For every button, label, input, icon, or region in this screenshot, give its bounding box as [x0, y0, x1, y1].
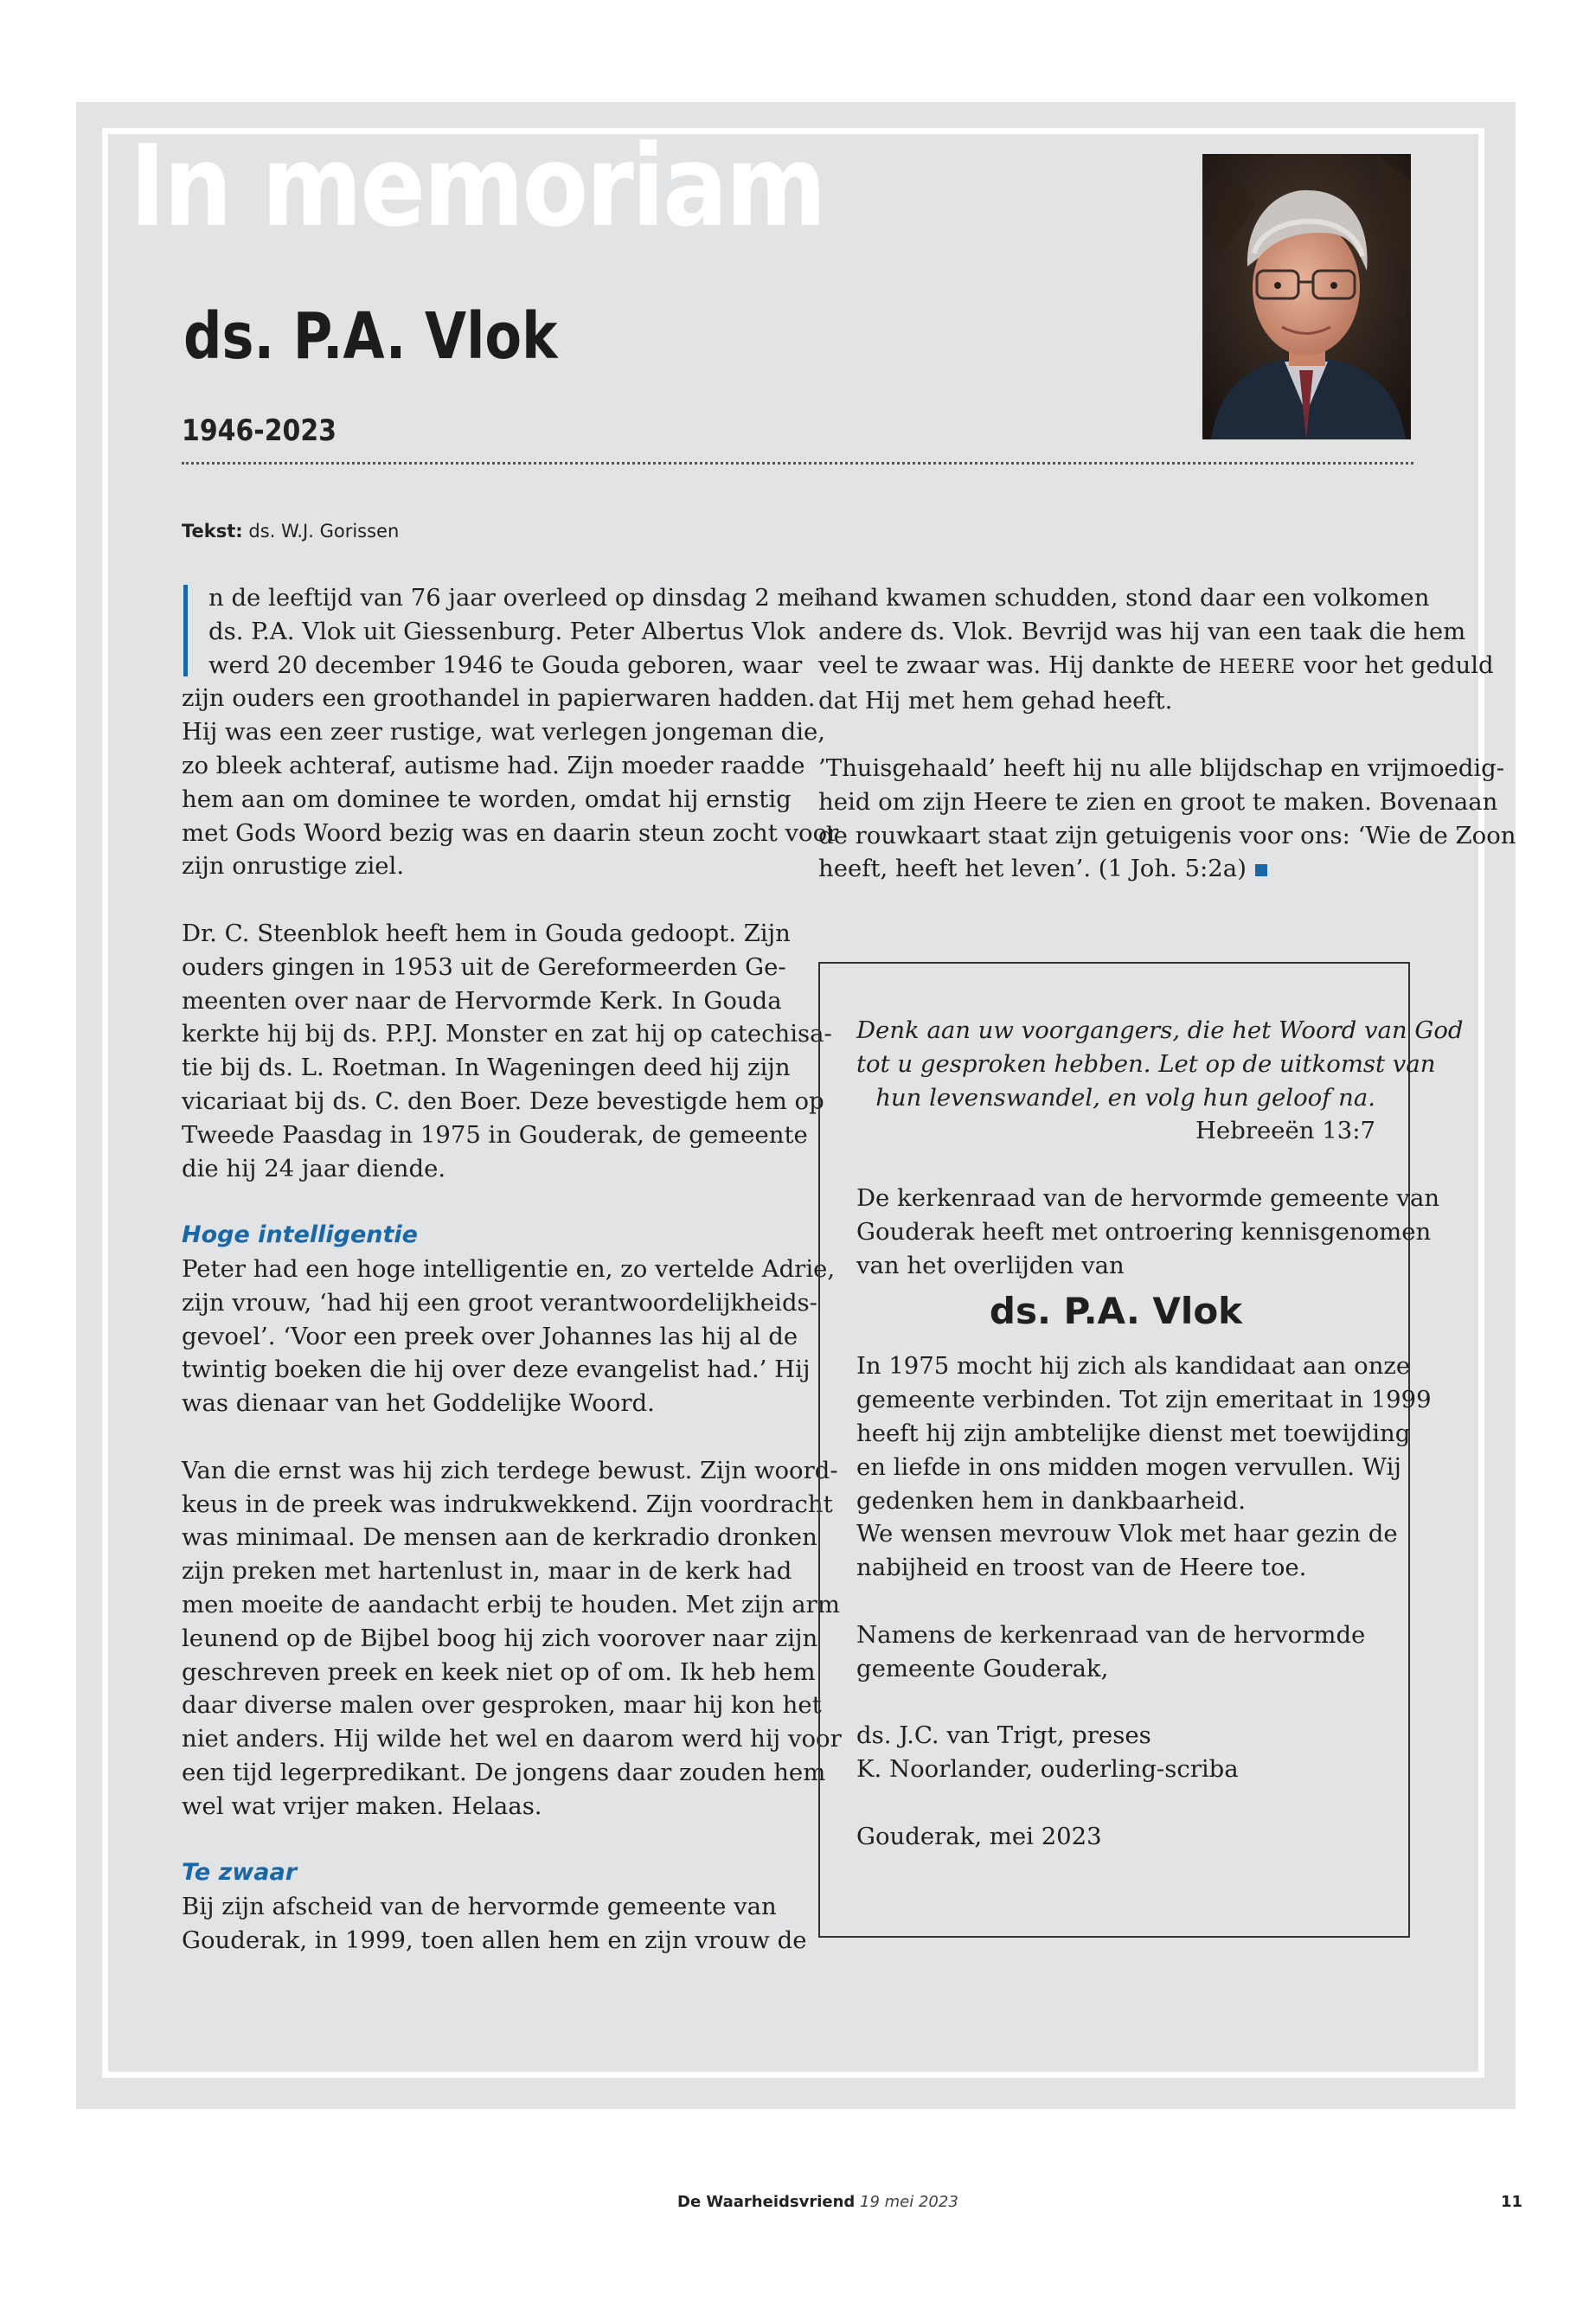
byline-label: Tekst:	[182, 521, 243, 542]
paragraph-line: n de leeftijd van 76 jaar overleed op dinsdag 2 mei	[208, 584, 822, 612]
notice-deceased-name: ds. P.A. Vlok	[989, 1290, 1243, 1333]
bible-quote	[856, 1014, 1464, 1148]
paragraph-line: Peter had een hoge intelligentie en, zo vertelde Adrie,	[182, 1254, 836, 1283]
subheading-hoge-intelligentie: Hoge intelligentie	[182, 1221, 418, 1249]
portrait-photo	[1202, 154, 1411, 439]
paragraph-line: met Gods Woord bezig was en daarin steun zocht voor	[182, 818, 839, 847]
signatory: ds. J.C. van Trigt, preses	[856, 1721, 1151, 1750]
paragraph-line: gevoel’. ‘Voor een preek over Johannes las hij al de	[182, 1322, 798, 1350]
paragraph-line: een tijd legerpredikant. De jongens daar zouden hem	[182, 1758, 826, 1786]
quote-line: hun levenswandel, en volg hun geloof na.	[875, 1083, 1375, 1112]
quote-line: Denk aan uw voorgangers, die het Woord van God	[856, 1016, 1464, 1044]
page-title: ds. P.A. Vlok	[183, 299, 558, 374]
notice-line: Gouderak heeft met ontroering kennisgenomen	[856, 1217, 1432, 1246]
magazine-name: De Waarheidsvriend	[677, 2193, 856, 2211]
notice-line: van het overlijden van	[856, 1251, 1125, 1279]
paragraph-line: Van die ernst was hij zich terdege bewust. Zijn woord-	[182, 1456, 838, 1484]
paragraph-line: keus in de preek was indrukwekkend. Zijn voordracht	[182, 1490, 833, 1518]
paragraph-line: meenten over naar de Hervormde Kerk. In Gouda	[182, 986, 782, 1015]
paragraph-line: Hij was een zeer rustige, wat verlegen jongeman die,	[182, 718, 826, 747]
footer-publication	[677, 2193, 958, 2211]
paragraph-line: werd 20 december 1946 te Gouda geboren, waar	[208, 651, 803, 679]
condolence-notice	[818, 962, 1464, 1938]
paragraph-line: heid om zijn Heere te zien en groot te maken. Bovenaan	[818, 787, 1498, 816]
notice-line: gemeente Gouderak,	[856, 1654, 1109, 1682]
paragraph-line: zijn vrouw, ‘had hij een groot verantwoordelijkheids-	[182, 1288, 817, 1317]
notice-line: Namens de kerkenraad van de hervormde	[856, 1620, 1366, 1649]
paragraph-line: zijn ouders een groothandel in papierwaren hadden.	[182, 684, 816, 713]
paragraph-line: hem aan om dominee te worden, omdat hij ernstig	[182, 785, 792, 813]
paragraph-line: Bij zijn afscheid van de hervormde gemeente van	[182, 1893, 777, 1921]
paragraph-line: geschreven preek en keek niet op of om. Ik heb hem	[182, 1657, 816, 1686]
paragraph-line: kerkte hij bij ds. P.P.J. Monster en zat hij op catechisa-	[182, 1020, 832, 1048]
notice-line: We wensen mevrouw Vlok met haar gezin de	[856, 1520, 1398, 1548]
paragraph-line: niet anders. Hij wilde het wel en daarom werd hij voor	[182, 1725, 842, 1753]
text-run: heeft, heeft het leven’. (1 Joh. 5:2a)	[818, 855, 1247, 883]
paragraph-line: zo bleek achteraf, autisme had. Zijn moeder raadde	[182, 751, 805, 779]
paragraph-line: tie bij ds. L. Roetman. In Wageningen deed hij zijn	[182, 1054, 791, 1082]
paragraph-line	[818, 852, 1415, 886]
drop-cap-initial	[183, 585, 188, 676]
byline	[182, 521, 399, 542]
paragraph-line: leunend op de Bijbel boog hij zich voorover naar zijn	[182, 1624, 818, 1652]
notice-line: nabijheid en troost van de Heere toe.	[856, 1554, 1307, 1582]
paragraph-line: hand kwamen schudden, stond daar een volkomen	[818, 584, 1430, 612]
divider-dotted	[182, 462, 1413, 465]
issue-date: 19 mei 2023	[860, 2193, 958, 2211]
paragraph-line: ’Thuisgehaald’ heeft hij nu alle blijdschap en vrijmoedig-	[818, 753, 1505, 782]
paragraph-line: dat Hij met hem gehad heeft.	[818, 687, 1173, 715]
signatory: K. Noorlander, ouderling-scriba	[856, 1754, 1239, 1783]
paragraph-line: twintig boeken die hij over deze evangelist had.’ Hij	[182, 1356, 811, 1384]
notice-line: en liefde in ons midden mogen vervullen. Wij	[856, 1452, 1401, 1481]
paragraph-line: ouders gingen in 1953 uit de Gereformeerden Ge-	[182, 952, 786, 981]
paragraph-line: wel wat vrijer maken. Helaas.	[182, 1791, 542, 1820]
paragraph-line: zijn onrustige ziel.	[182, 852, 405, 881]
paragraph-line: die hij 24 jaar diende.	[182, 1154, 446, 1183]
paragraph-line: daar diverse malen over gesproken, maar hij kon het	[182, 1691, 822, 1720]
notice-line: De kerkenraad van de hervormde gemeente van	[856, 1183, 1440, 1212]
notice-line: heeft hij zijn ambtelijke dienst met toewijding	[856, 1419, 1411, 1447]
paragraph-line: Gouderak, in 1999, toen allen hem en zijn vrouw de	[182, 1926, 807, 1954]
life-years: 1946-2023	[182, 413, 337, 448]
paragraph-line: andere ds. Vlok. Bevrijd was hij van een taak die hem	[818, 617, 1466, 645]
article-column-left	[182, 581, 842, 1958]
heere-small-caps: HEERE	[1219, 656, 1296, 678]
paragraph-line: men moeite de aandacht erbij te houden. Met zijn arm	[182, 1590, 840, 1618]
paragraph-line: vicariaat bij ds. C. den Boer. Deze bevestigde hem op	[182, 1086, 824, 1115]
notice-line: gedenken hem in dankbaarheid.	[856, 1486, 1246, 1515]
notice-line: In 1975 mocht hij zich als kandidaat aan onze	[856, 1352, 1411, 1381]
page-number: 11	[1501, 2193, 1523, 2211]
paragraph-line	[818, 649, 1494, 685]
paragraph-line: de rouwkaart staat zijn getuigenis voor ons: ‘Wie de Zoon	[818, 821, 1516, 849]
paragraph-line: was minimaal. De mensen aan de kerkradio dronken	[182, 1523, 817, 1552]
text-run: veel te zwaar was. Hij dankte de	[818, 651, 1212, 679]
article-column-right	[818, 581, 1516, 886]
quote-reference: Hebreeën 13:7	[1195, 1117, 1375, 1145]
paragraph-line: ds. P.A. Vlok uit Giessenburg. Peter Albertus Vlok	[208, 617, 805, 645]
notice-line: gemeente verbinden. Tot zijn emeritaat in 1999	[856, 1386, 1432, 1414]
subheading-te-zwaar: Te zwaar	[182, 1859, 298, 1887]
paragraph-line: zijn preken met hartenlust in, maar in de kerk had	[182, 1557, 792, 1586]
place-date: Gouderak, mei 2023	[856, 1822, 1102, 1850]
paragraph-line: Dr. C. Steenblok heeft hem in Gouda gedoopt. Zijn	[182, 919, 791, 947]
paragraph-line: was dienaar van het Goddelijke Woord.	[182, 1389, 655, 1418]
quote-line: tot u gesproken hebben. Let op de uitkomst van	[856, 1049, 1436, 1078]
end-mark-icon	[1255, 864, 1267, 876]
paragraph-line: Tweede Paasdag in 1975 in Gouderak, de gemeente	[182, 1120, 808, 1149]
section-kicker: In memoriam	[130, 120, 824, 252]
text-run: voor het geduld	[1303, 651, 1494, 679]
byline-author: ds. W.J. Gorissen	[248, 521, 400, 542]
